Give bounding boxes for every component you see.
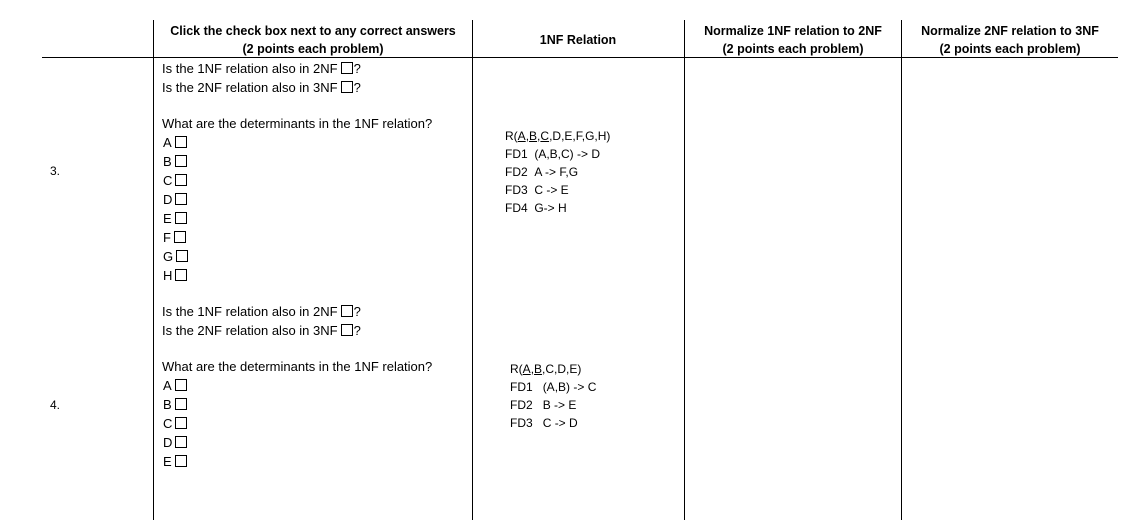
header-3nf-points: (2 points each problem) [939,42,1081,56]
p3-question-3nf-text: Is the 2NF relation also in 3NF [162,80,338,95]
p3-fd2-rule: A -> F,G [534,165,579,179]
p4-option-c-label: C [163,416,173,431]
p3-option-c [163,171,187,190]
p3-3nf-qmark: ? [353,80,361,95]
p3-option-h-label: H [163,268,173,283]
header-answers-points: (2 points each problem) [242,42,384,56]
p3-fd2-label: FD2 [505,165,528,179]
p3-option-d-label: D [163,192,173,207]
p3-fd1-rule: (A,B,C) -> D [534,147,601,161]
p3-3nf-checkbox[interactable] [341,81,353,93]
p3-fd4-label: FD4 [505,201,528,215]
column-divider-4 [901,20,902,520]
p3-option-b-label: B [163,154,172,169]
problem-4-number: 4. [50,398,61,412]
p4-option-b [163,395,187,414]
p4-option-d [163,433,187,452]
p4-option-a [163,376,187,395]
p4-relation-schema: R(A,B,C,D,E) [510,362,582,376]
p3-option-c-checkbox[interactable] [175,174,187,186]
p4-relation-prefix: R( [510,362,523,376]
p3-option-b [163,152,187,171]
p4-fd3-label: FD3 [510,416,533,430]
p3-key-c: C [540,129,550,143]
p3-option-e [163,209,187,228]
p4-option-a-checkbox[interactable] [175,379,187,391]
p4-3nf-checkbox[interactable] [341,324,353,336]
p4-fd2-label: FD2 [510,398,533,412]
p3-option-g-label: G [163,249,174,264]
p4-fd1-rule: (A,B) -> C [542,380,597,394]
p3-fd4 [505,199,567,217]
problem-3-number: 3. [50,164,61,178]
p3-option-d [163,190,187,209]
p4-fd1 [510,378,596,396]
p3-fd3 [505,181,569,199]
p3-question-2nf-text: Is the 1NF relation also in 2NF [162,61,338,76]
p4-option-c-checkbox[interactable] [175,417,187,429]
p4-option-e-checkbox[interactable] [175,455,187,467]
p3-key-a: A [517,129,526,143]
header-2nf-title: Normalize 1NF relation to 2NF [704,24,882,38]
p4-fd3-rule: C -> D [542,416,578,430]
p4-option-d-label: D [163,435,173,450]
p3-option-b-checkbox[interactable] [175,155,187,167]
p3-option-e-label: E [163,211,172,226]
column-divider-1 [153,20,154,520]
p3-fd2 [505,163,578,181]
p4-option-b-label: B [163,397,172,412]
column-divider-3 [684,20,685,520]
p4-key-a: A [522,362,531,376]
p3-fd1 [505,145,600,163]
p4-relation-rest: ,C,D,E) [542,362,582,376]
p3-relation-rest: ,D,E,F,G,H) [549,129,611,143]
p3-option-e-checkbox[interactable] [175,212,187,224]
p3-option-f [163,228,186,247]
p4-option-d-checkbox[interactable] [175,436,187,448]
p4-determinants-question: What are the determinants in the 1NF relation? [162,359,433,374]
p3-determinants-question: What are the determinants in the 1NF relation? [162,116,433,131]
p4-question-3nf [162,321,361,340]
p3-option-g [163,247,188,266]
header-1nf-title: 1NF Relation [539,33,617,47]
p3-key-b: B [529,129,538,143]
p4-key-b: B [534,362,543,376]
p3-option-a [163,133,187,152]
p3-fd4-rule: G-> H [534,201,567,215]
p4-fd3 [510,414,578,432]
p4-3nf-qmark: ? [353,323,361,338]
p4-option-c [163,414,187,433]
p3-question-3nf [162,78,361,97]
p3-option-f-label: F [163,230,171,245]
p4-question-2nf-text: Is the 1NF relation also in 2NF [162,304,338,319]
header-3nf [903,22,1117,58]
p3-2nf-checkbox[interactable] [341,62,353,74]
p3-option-g-checkbox[interactable] [176,250,188,262]
p3-option-h [163,266,187,285]
header-1nf [474,31,682,49]
p3-option-f-checkbox[interactable] [174,231,186,243]
p3-2nf-qmark: ? [353,61,361,76]
p3-option-a-label: A [163,135,172,150]
p4-fd2-rule: B -> E [542,398,577,412]
p3-fd3-label: FD3 [505,183,528,197]
p4-2nf-checkbox[interactable] [341,305,353,317]
p4-option-a-label: A [163,378,172,393]
p3-option-a-checkbox[interactable] [175,136,187,148]
p4-option-e-label: E [163,454,172,469]
header-answers [156,22,470,58]
p4-2nf-qmark: ? [353,304,361,319]
p4-fd1-label: FD1 [510,380,533,394]
p3-relation-prefix: R( [505,129,518,143]
p3-option-h-checkbox[interactable] [175,269,187,281]
p3-option-c-label: C [163,173,173,188]
p4-fd2 [510,396,576,414]
header-2nf-points: (2 points each problem) [722,42,864,56]
header-2nf [686,22,900,58]
p4-option-b-checkbox[interactable] [175,398,187,410]
header-3nf-title: Normalize 2NF relation to 3NF [921,24,1099,38]
p3-relation-schema: R(A,B,C,D,E,F,G,H) [505,129,611,143]
p3-fd1-label: FD1 [505,147,528,161]
p3-question-2nf [162,59,361,78]
column-divider-2 [472,20,473,520]
p3-option-d-checkbox[interactable] [175,193,187,205]
p3-fd3-rule: C -> E [534,183,569,197]
p4-option-e [163,452,187,471]
p4-question-2nf [162,302,361,321]
p4-question-3nf-text: Is the 2NF relation also in 3NF [162,323,338,338]
header-answers-title: Click the check box next to any correct answers [170,24,456,38]
